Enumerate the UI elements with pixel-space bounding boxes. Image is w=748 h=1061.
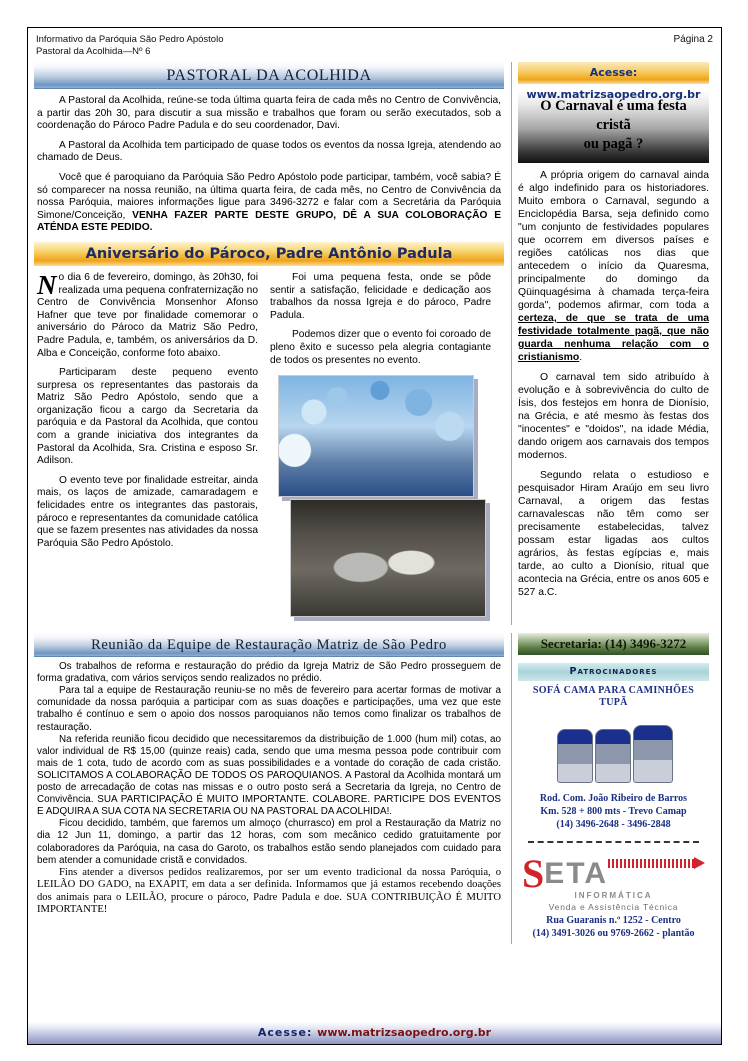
carnaval-paragraph-1 (518, 169, 709, 364)
sidebar-website-url[interactable]: www.matrizsaopedro.org.br (526, 88, 701, 101)
seta-logo-eta: ETA (544, 857, 609, 891)
barcode-icon (608, 859, 694, 868)
drop-cap-letter: N (37, 269, 57, 300)
seta-logo-subtitle: INFORMÁTICA (574, 891, 653, 901)
sponsors-header: Patrocinadores (518, 663, 709, 681)
pastoral-paragraph-3 (37, 172, 501, 235)
masthead (28, 28, 721, 62)
sponsor-ad-sofa-cama-address-1: Rod. Com. João Ribeiro de Barros (539, 793, 688, 805)
anniversary-left-paragraph-2: Participaram deste pequeno evento surpresa os representantes das pastorais da Matriz São Pedro Apóstolo, sendo que a organização ficou a cargo da Secretaria da paróquia e da Pastoral da Acolhida, que contou com a grande iniciativa dos integrantes da Pastoral da Acolhida, Sra. Cristina e esposo Sr. Adilson. (37, 367, 258, 467)
carnaval-title-banner (518, 91, 709, 163)
page-number: Página 2 (673, 34, 713, 45)
section-header-restoration: Reunião da Equipe de Restauração Matriz de São Pedro (34, 633, 504, 657)
photo-birthday-cake (278, 375, 474, 497)
photo-birthday-cake-image (279, 376, 473, 496)
footer-acesse-label: Acesse: (257, 1026, 318, 1039)
seta-logo-s: S (521, 851, 545, 897)
seta-logo-tagline: Venda e Assistência Técnica (548, 902, 679, 913)
footer-website-banner (28, 1022, 721, 1044)
anniversary-columns (34, 266, 504, 625)
restoration-column (34, 633, 504, 944)
sponsor-divider (528, 841, 699, 843)
sponsor-ad-seta (518, 849, 709, 944)
sponsor-ad-sofa-cama-address-2: Km. 528 + 800 mts - Trevo Camap (540, 806, 687, 818)
carnaval-p1-text: A própria origem do carnaval ainda é algo indefinido para os historiadores. Muito embora o Carnaval, segundo a Enciclopédia Barsa, seja definido como "um conjunto de festividades populares que ocorrem em diversos países e regiões católicas nos dias que antecedem o início da Quaresma, principalmente do domingo da Qüinquagésima à chamada terça-feira gorda", podemos afirmar, com toda a (518, 170, 709, 311)
carnaval-article (518, 163, 709, 599)
restoration-paragraph-5: Fins atender a diversos pedidos realizaremos, por ser um evento tradicional da nossa Paróquia, o LEILÃO DO GADO, na EXAPIT, em data a ser definida. Informamos que já estamos recebendo doações dos animais para o LEILÃO, procure o pároco, Padre Padula e doe. SUA CONTRIBUIÇÃO É MUITO IMPORTANTE! (37, 866, 501, 915)
section-header-anniversary: Aniversário do Pároco, Padre Antônio Padula (34, 242, 504, 266)
restoration-paragraph-1: Os trabalhos de reforma e restauração do prédio da Igreja Matriz de São Pedro prosseguem de forma gradativa, com vários serviços sendo realizados no prédio. (37, 661, 501, 685)
restoration-paragraph-3: Na referida reunião ficou decidido que necessitaremos da distribuição de 1.000 (hum mil) cotas, ao valor individual de R$ 15,00 (quinze reais) cada, sendo que uma mesma pessoa pode contribuir com mais de 1 cota, tudo de acordo com as suas possibilidades e a vontade do coração de cada cristão. SOLICITAMOS A COLABORAÇÃO DE TODOS OS PAROQUIANOS. A Pastoral da Acolhida montará um posto de arrecadação de cotas nas missas e o outro posto será a Secretaria da Igreja, no Centro de Convivência. SUA PARTICIPAÇÃO É MUITO IMPORTANTE. COLABORE. PARTICIPE DOS EVENTOS E ADQUIRA A SUA COTA NA SECRETARIA OU NA PASTORAL DA ACOLHIDA!. (37, 733, 501, 818)
seat-icon (595, 729, 631, 783)
pastoral-paragraph-2: A Pastoral da Acolhida tem participado de quase todos os eventos da nossa Igreja, atendendo ao chamado de Deus. (37, 139, 501, 164)
sidebar-acesse-label: Acesse: (589, 66, 638, 79)
sponsors-column (511, 633, 709, 944)
masthead-left (36, 34, 223, 58)
arrow-right-icon (694, 857, 705, 869)
seat-icon (633, 725, 673, 783)
anniversary-right-paragraph-1: Foi uma pequena festa, onde se pôde sentir a satisfação, felicidade e dedicação aos trabalhos da nossa Igreja e do pároco, Padre Padula. (270, 271, 491, 321)
anniversary-left-paragraph-1 (37, 269, 258, 360)
masthead-line-1: Informativo da Paróquia São Pedro Apóstolo (36, 34, 224, 45)
anniversary-photo-group (270, 375, 491, 625)
sponsor-ad-sofa-cama (518, 681, 709, 835)
photo-parish-event (290, 499, 486, 617)
carnaval-paragraph-3: Segundo relata o estudioso e pesquisador Hiram Araújo em seu livro Carnaval, a origem das festas carnavalescas não têm como ser precisamente estabelecidas, talvez possam estar ligadas aos cultos agrários, às festas egípcias e, mais tarde, ao culto a Dionísio, ritual que acontecia na Grécia, entre os anos 605 e 527 a.C. (518, 470, 709, 598)
seat-icon (557, 729, 593, 783)
pastoral-p3-text: Você que é paroquiano da Paróquia São Pedro Apóstolo pode participar, também, você sabia? É só comparecer na nossa reunião, na última quarta feira, de cada mês, no Centro de Convivência da nossa Paróquia, maiores informações ligue para 3496-3272 e falar com a Secretária da Paróquia Simone/Conceição, (37, 171, 501, 221)
anniversary-left-column (37, 269, 258, 625)
secretaria-contact-banner: Secretaria: (14) 3496-3272 (518, 633, 709, 655)
pastoral-paragraph-1: A Pastoral da Acolhida, reúne-se toda última quarta feira de cada mês no Centro de Convivência, a partir das 20h 30, para discutir a sua missão e trabalhos que foram ou serão executados, sob a coordenação do Pároco Padre Padula e do seu coordenador, Davi. (37, 95, 501, 132)
anniversary-right-column (270, 272, 491, 625)
footer-website-url[interactable]: www.matrizsaopedro.org.br (317, 1026, 492, 1039)
section-header-pastoral: PASTORAL DA ACOLHIDA (34, 62, 504, 89)
pastoral-p3-emphasis: VENHA FAZER PARTE DESTE GRUPO, DÊ A SUA COLOBORAÇÃO E ATÉNDA ESTE PEDIDO. (37, 209, 501, 234)
masthead-line-2: Pastoral da Acolhida—Nº 6 (36, 46, 151, 57)
restoration-article (34, 657, 504, 916)
carnaval-title-line-2: ou pagã ? (583, 136, 644, 152)
anniversary-left-p1-text: o dia 6 de fevereiro, domingo, às 20h30, foi realizada uma pequena confraternização no Centro de Convivência Monsenhor Afonso Hafner que teve por finalidade comemorar o aniversário do Pároco da Matriz São Pedro, Padre Padula, e, também, os aniversários da D. Alba e Conceição, conforme foto abaixo. (37, 271, 258, 359)
bottom-columns (28, 633, 721, 944)
carnaval-p1-end: . (579, 352, 583, 363)
carnaval-paragraph-2: O carnaval tem sido atribuído à evolução e à sobrevivência do culto de Ísis, dos festejos em honra de Dionísio, na Grécia, e até mesmo às festas dos "inocentes" e "doidos", na idade Média, dando origem aos carnavais dos tempos modernos. (518, 372, 709, 461)
restoration-paragraph-2: Para tal a equipe de Restauração reuniu-se no mês de fevereiro para acertar formas de motivar a comunidade da nossa paróquia a participar com as suas doações e participações, uma vez que este trabalho é contínuo e sem o apoio dos nossos paroquianos não temos como finalizar os trabalhos de restauração. (37, 685, 501, 733)
photo-parish-event-image (291, 500, 485, 616)
sidebar-website-banner (518, 62, 709, 101)
sponsor-ad-seta-address: Rua Guaranis n.º 1252 - Centro (546, 915, 681, 927)
main-column (34, 62, 504, 625)
truck-seats-illustration (539, 711, 689, 789)
sponsor-ad-seta-phone: (14) 3491-3026 ou 9769-2662 - plantão (532, 928, 695, 940)
newsletter-page (27, 27, 722, 1045)
carnaval-title-line-1: O Carnaval é uma festa cristã (540, 98, 687, 133)
sponsor-ad-sofa-cama-arc-text: SOFÁ CAMA PARA CAMINHÕES TUPÃ (532, 685, 695, 709)
seta-logo (520, 851, 707, 913)
restoration-paragraph-4: Ficou decidido, também, que faremos um almoço (churrasco) em prol a Restauração da Matriz no dia 12 Jun 11, domingo, a partir das 12 horas, com som mecânico cedido gratuitamente por colaboradores da Paróquia, na casa do Garoto, os trabalhos estão sendo planejados com cuidado para bem atender a comunidade cristã e convidados. (37, 818, 501, 866)
sponsor-ad-sofa-cama-phone: (14) 3496-2648 - 3496-2848 (556, 819, 671, 831)
carnaval-p1-emphasis: certeza, de que se trata de uma festividade totalmente pagã, que não guarda nenhuma relação com o cristianismo (518, 313, 709, 363)
pastoral-article (34, 89, 504, 235)
anniversary-right-paragraph-2: Podemos dizer que o evento foi coroado de pleno êxito e sucesso pela alegria contagiante de todos os presentes no evento. (270, 329, 491, 366)
body-columns (28, 62, 721, 625)
sidebar-column (511, 62, 709, 625)
anniversary-left-paragraph-3: O evento teve por finalidade estreitar, ainda mais, os laços de amizade, camaradagem e felicidades entre os integrantes das pastorais, pároco e representantes da comunidade católica que se fazem presentes nas atividades da nossa Paróquia São Pedro Apóstolo. (37, 474, 258, 549)
